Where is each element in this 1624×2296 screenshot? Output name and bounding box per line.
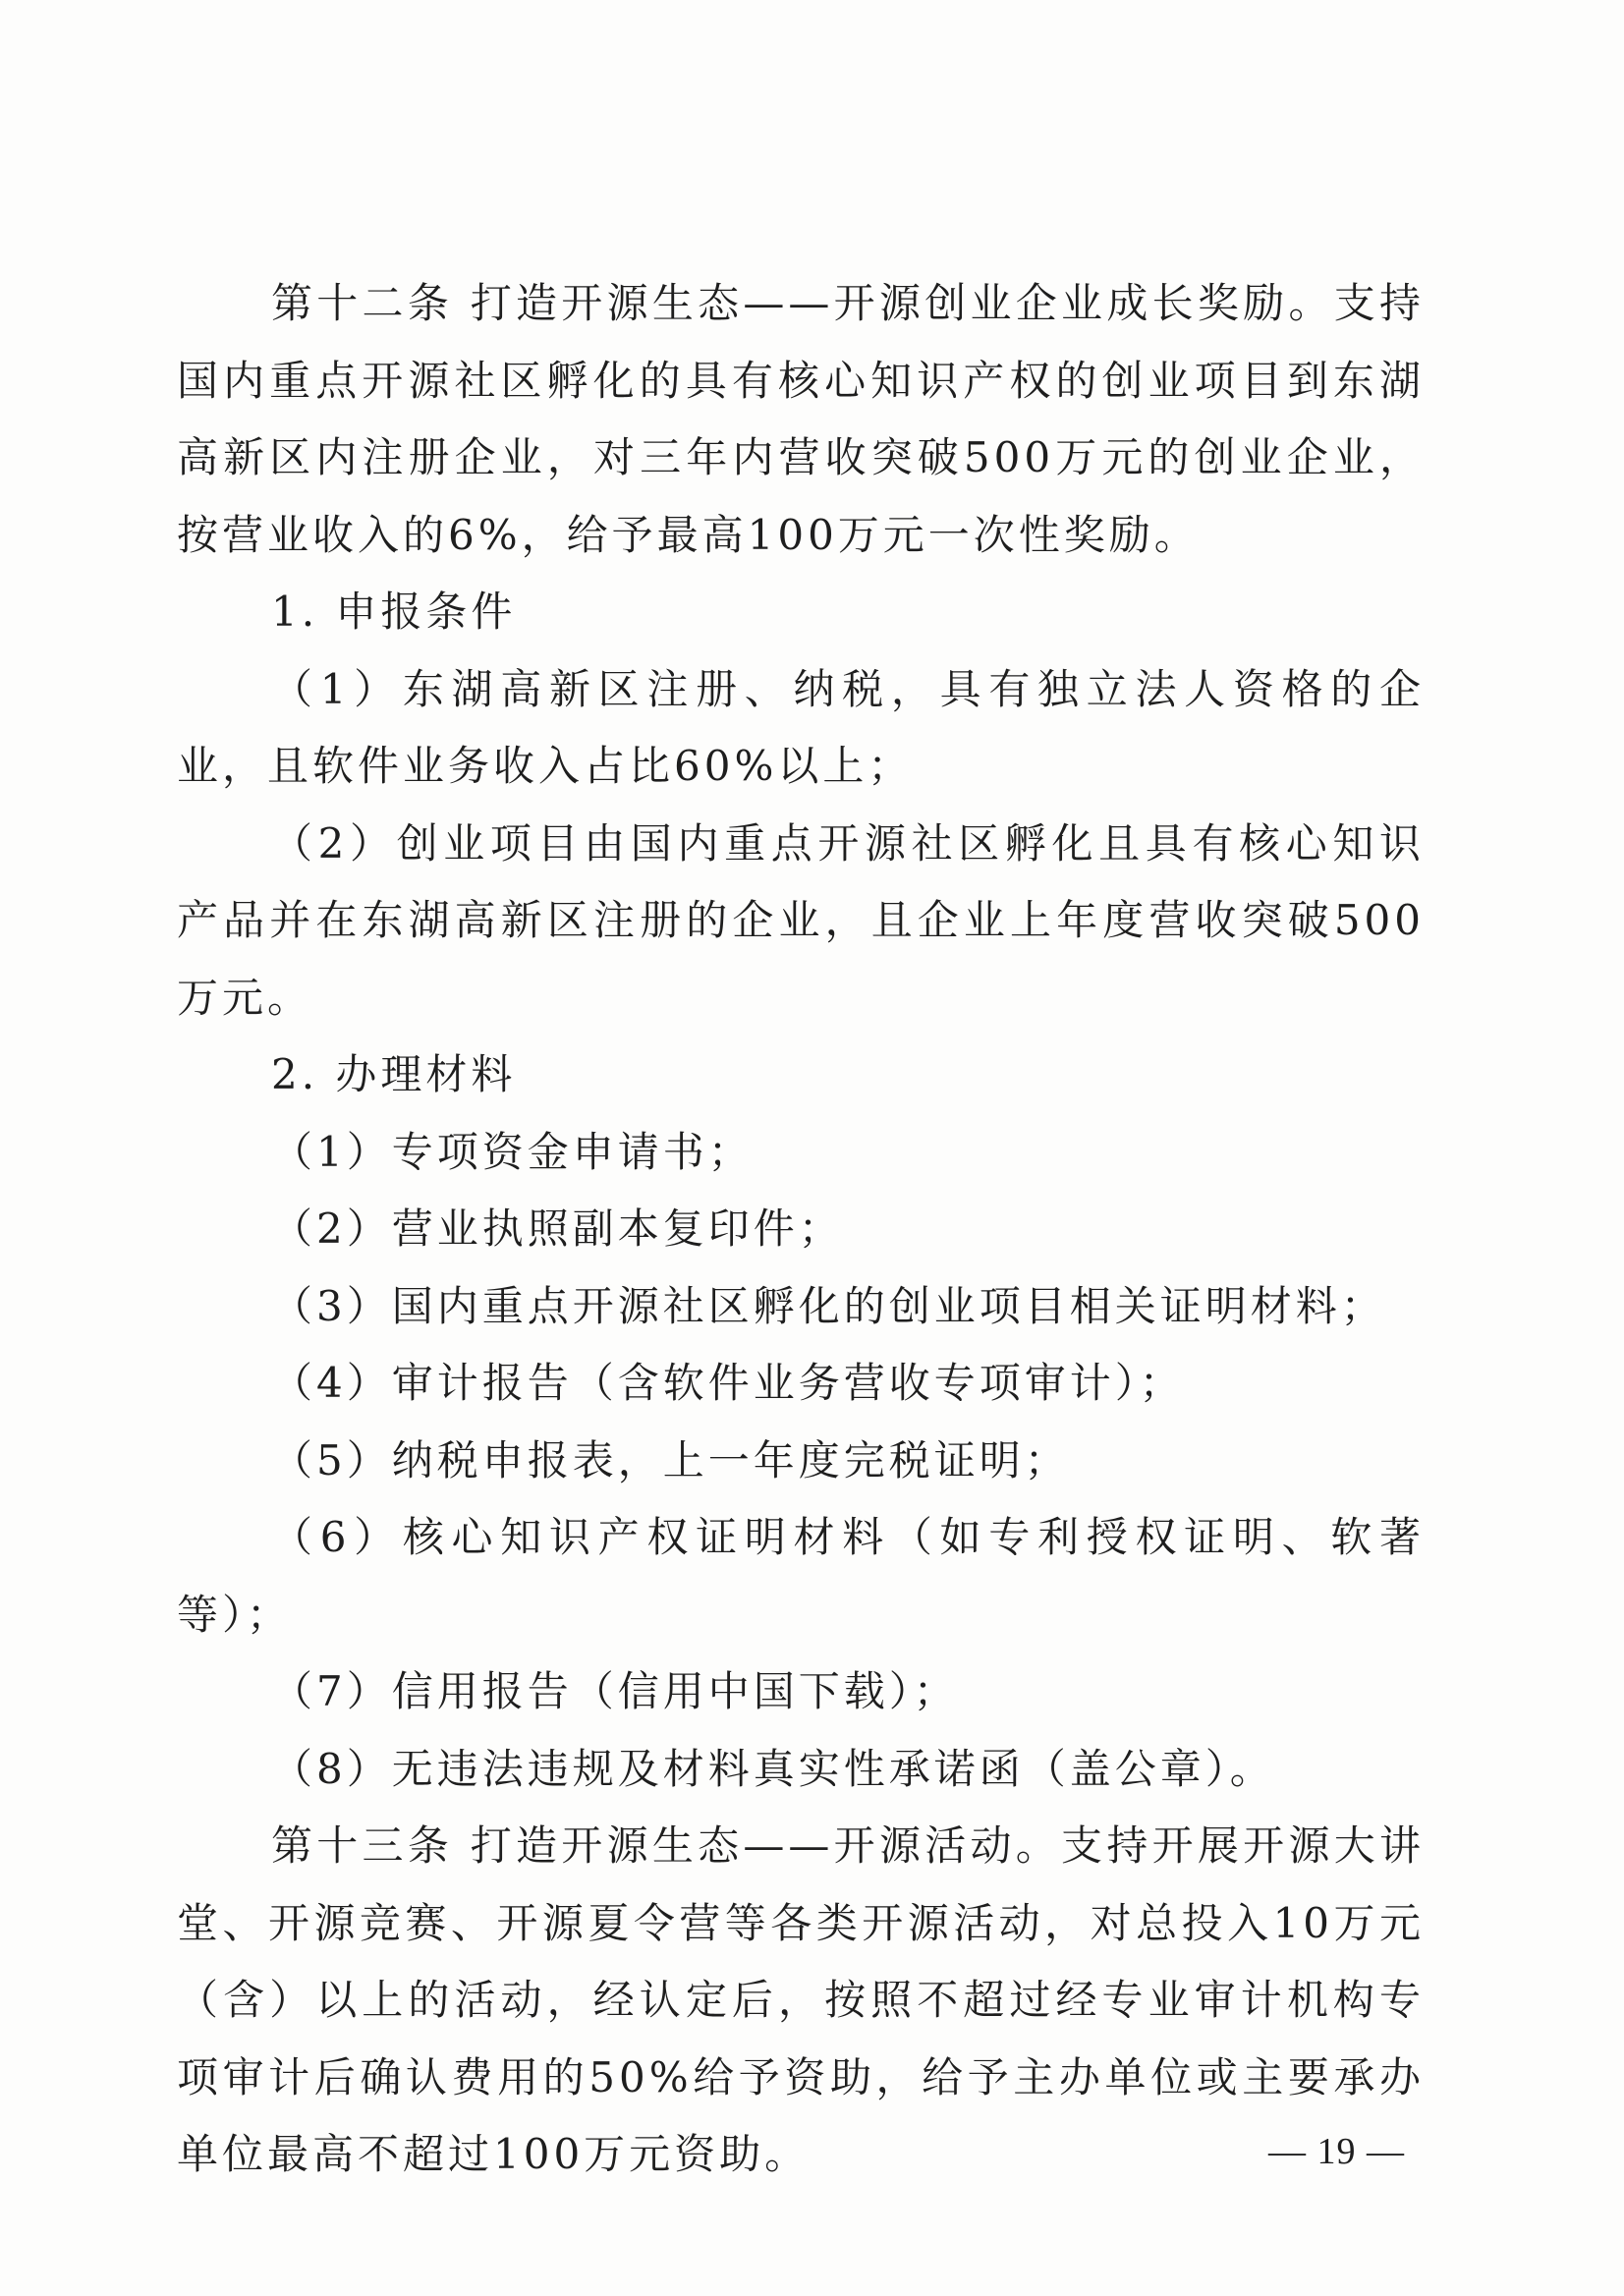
material-item-1: （1）专项资金申请书； (271, 1127, 754, 1176)
section-heading-application-conditions: 1. 申报条件 (271, 588, 517, 636)
material-item-4: （4）审计报告（含软件业务营收专项审计）； (271, 1359, 1185, 1407)
material-item-8: （8）无违法违规及材料真实性承诺函（盖公章）。 (271, 1744, 1275, 1793)
article-12-paragraph: 第十二条 打造开源生态——开源创业企业成长奖励。支持国内重点开源社区孵化的具有核心知识产权的创业项目到东湖高新区内注册企业，对三年内营收突破500万元的创业企业，按营业收入的6%，给予最高100万元一次性奖励。 (177, 279, 1425, 559)
section-heading-required-materials: 2. 办理材料 (271, 1050, 517, 1098)
material-item-2: （2）营业执照副本复印件； (271, 1204, 844, 1253)
document-body (177, 265, 1425, 2194)
condition-item-1: （1）东湖高新区注册、纳税，具有独立法人资格的企业，且软件业务收入占比60%以上； (177, 664, 1425, 790)
material-item-5: （5）纳税申报表，上一年度完税证明； (271, 1435, 1070, 1484)
material-item-7: （7）信用报告（信用中国下载）； (271, 1667, 959, 1715)
page-number: — 19 — (1268, 2131, 1405, 2172)
material-item-3: （3）国内重点开源社区孵化的创业项目相关证明材料； (271, 1281, 1386, 1330)
article-13-paragraph: 第十三条 打造开源生态——开源活动。支持开展开源大讲堂、开源竞赛、开源夏令营等各类开源活动，对总投入10万元（含）以上的活动，经认定后，按照不超过经专业审计机构专项审计后确认费用的50%给予资助，给予主办单位或主要承办单位最高不超过100万元资助。 (177, 1821, 1425, 2178)
material-item-6: （6）核心知识产权证明材料（如专利授权证明、软著等）； (177, 1513, 1425, 1639)
condition-item-2: （2）创业项目由国内重点开源社区孵化且具有核心知识产品并在东湖高新区注册的企业，且企业上年度营收突破500万元。 (177, 818, 1425, 1022)
